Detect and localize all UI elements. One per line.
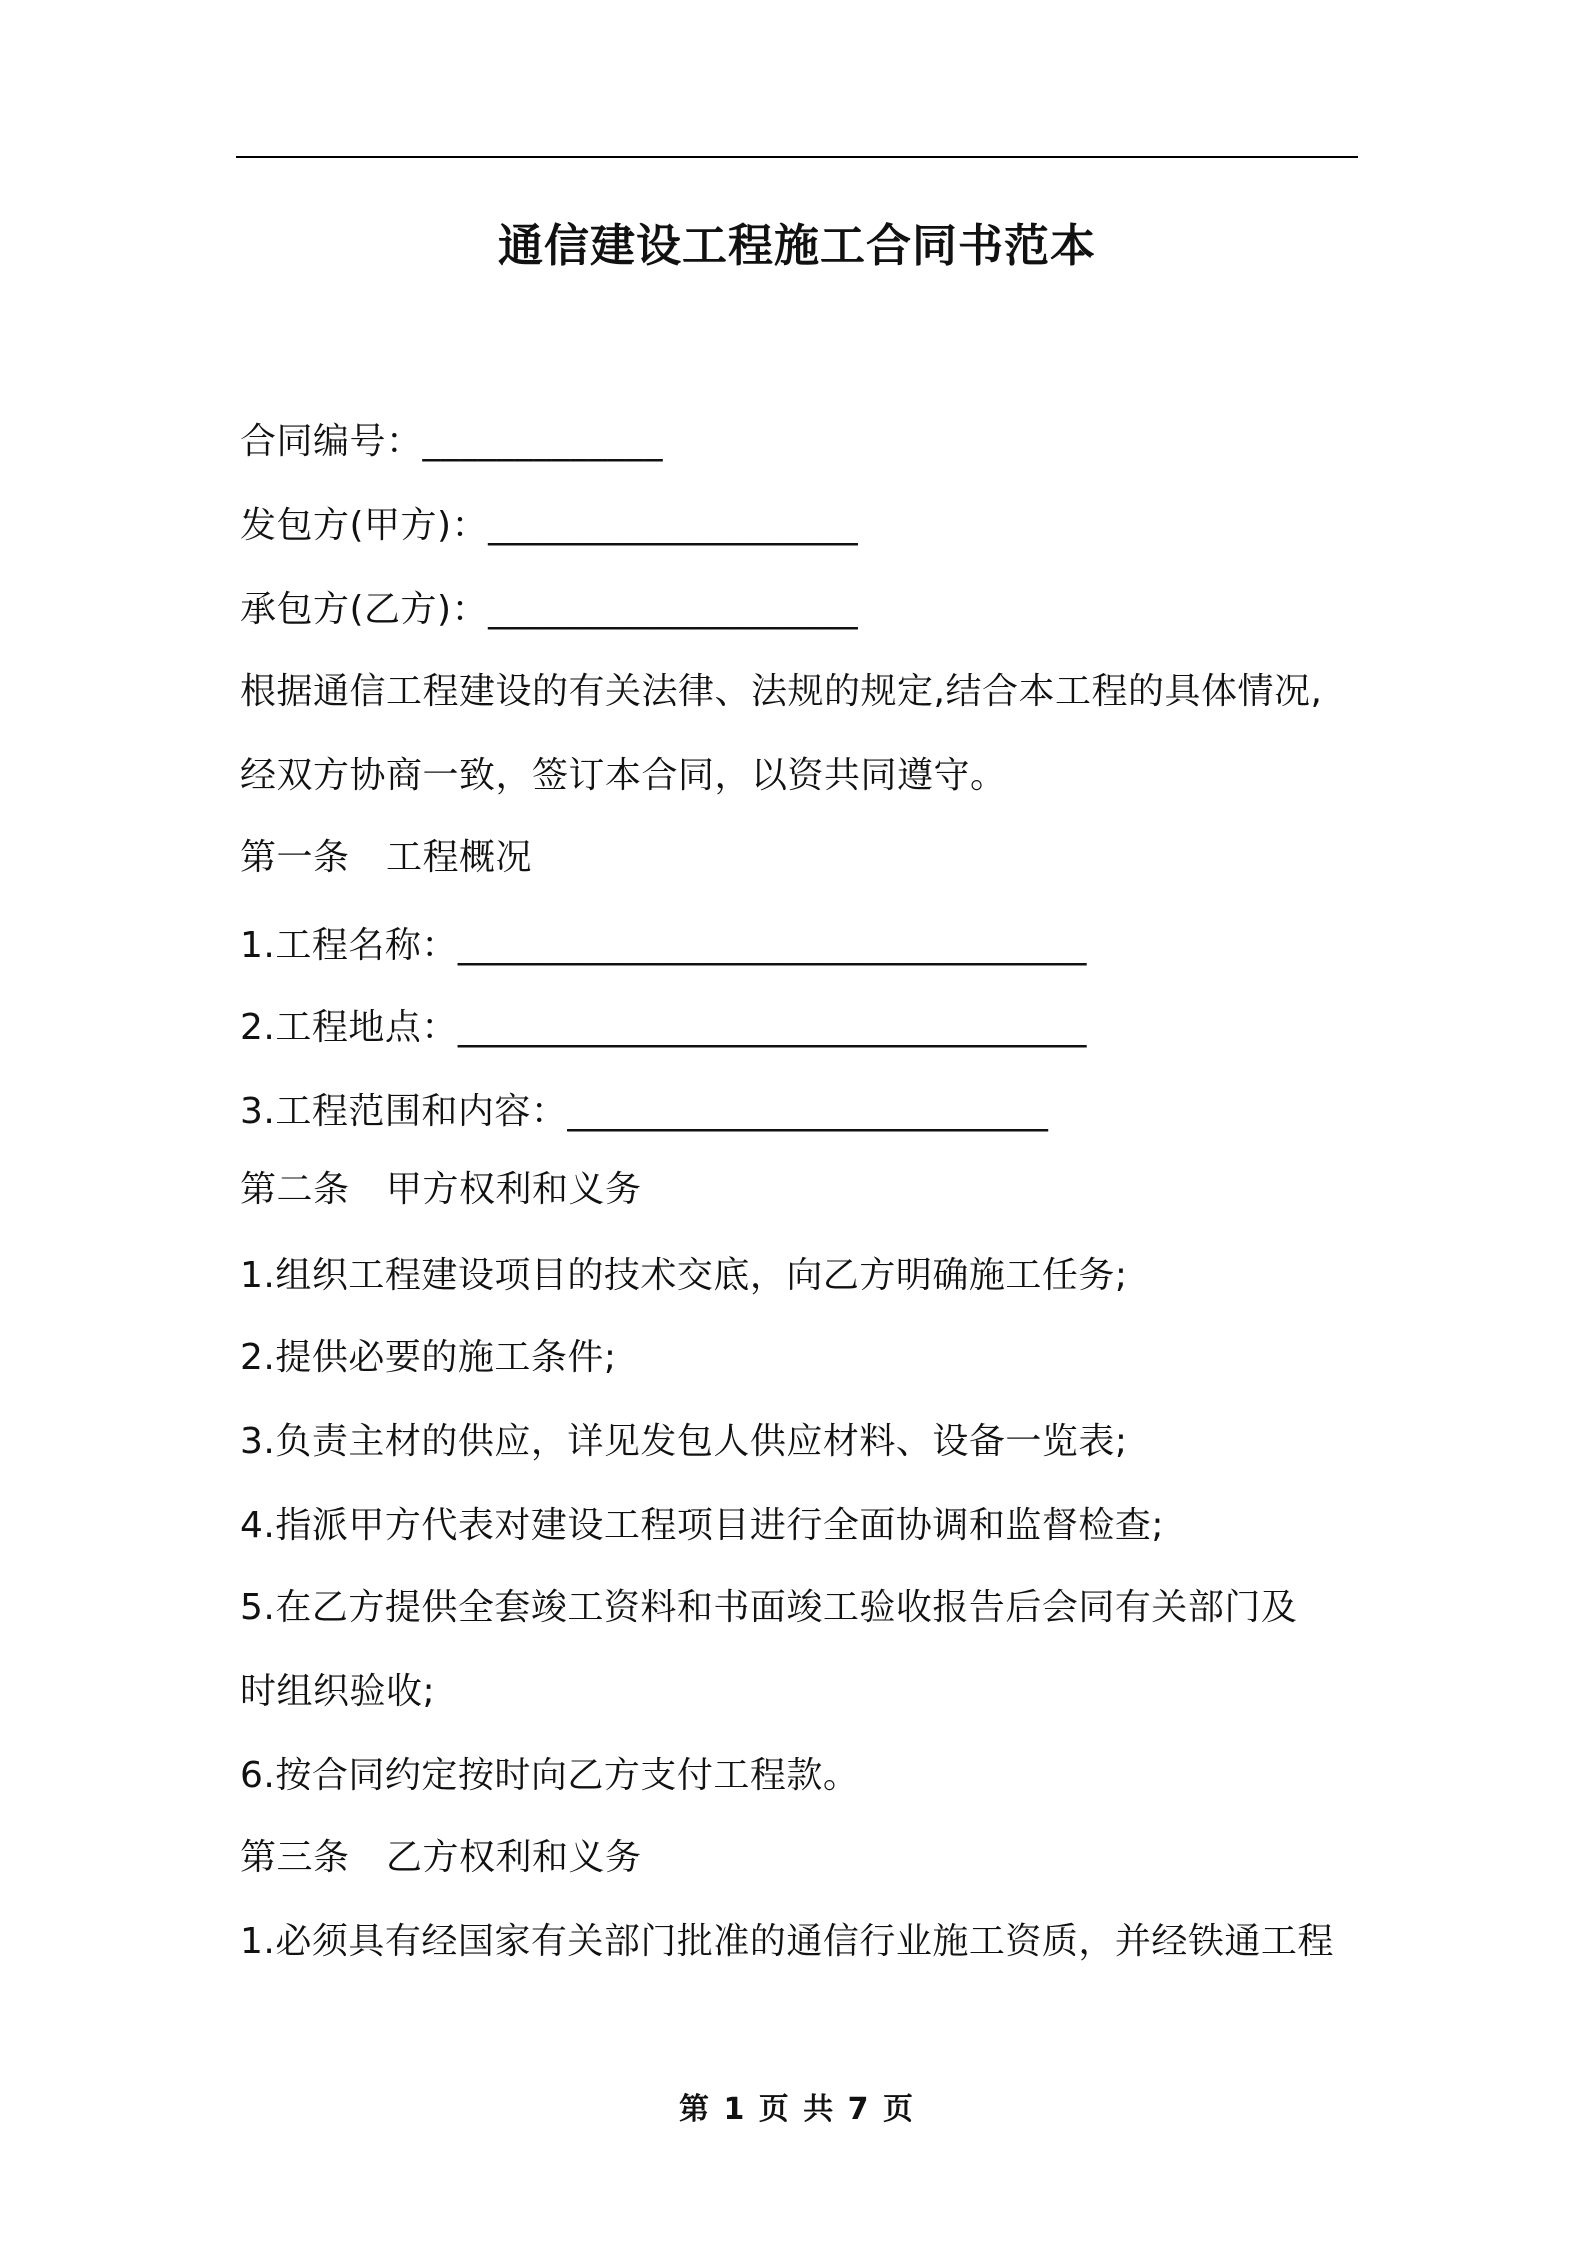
article-2-heading: 第二条 甲方权利和义务 xyxy=(240,1169,642,1210)
article-2-item-4: 4.指派甲方代表对建设工程项目进行全面协调和监督检查; xyxy=(240,1505,1164,1546)
contract-number-label: 合同编号： xyxy=(240,421,423,462)
article-2-item-3: 3.负责主材的供应，详见发包人供应材料、设备一览表; xyxy=(240,1421,1128,1462)
party-a-line xyxy=(240,498,1360,554)
party-a-label: 发包方(甲方)： xyxy=(240,505,489,546)
preamble-line-1: 根据通信工程建设的有关法律、法规的规定,结合本工程的具体情况, xyxy=(240,671,1323,712)
document-title: 通信建设工程施工合同书范本 xyxy=(497,219,1096,272)
party-b-label: 承包方(乙方)： xyxy=(240,589,489,630)
preamble-line-2: 经双方协商一致，签订本合同，以资共同遵守。 xyxy=(240,755,1007,796)
party-b-line xyxy=(240,582,1360,638)
contract-number-line xyxy=(240,414,1360,470)
article-2-item-5-line-2: 时组织验收; xyxy=(240,1671,436,1712)
project-name-label: 1.工程名称： xyxy=(240,925,458,966)
article-2-item-6: 6.按合同约定按时向乙方支付工程款。 xyxy=(240,1755,860,1796)
project-location-blank: __________________________________ xyxy=(457,1007,1087,1048)
article-1-item-2 xyxy=(240,1000,1360,1056)
page-footer: 第 1 页 共 7 页 xyxy=(679,2092,915,2127)
article-3-item-1-line-1: 1.必须具有经国家有关部门批准的通信行业施工资质，并经铁通工程 xyxy=(240,1921,1334,1962)
article-1-heading: 第一条 工程概况 xyxy=(240,837,533,878)
article-1-item-3 xyxy=(240,1084,1360,1140)
project-location-label: 2.工程地点： xyxy=(240,1007,458,1048)
project-scope-blank: __________________________ xyxy=(567,1091,1049,1132)
article-2-item-2: 2.提供必要的施工条件; xyxy=(240,1337,617,1378)
article-2-item-5-line-1: 5.在乙方提供全套竣工资料和书面竣工验收报告后会同有关部门及 xyxy=(240,1587,1298,1628)
project-name-blank: __________________________________ xyxy=(457,925,1087,966)
party-b-blank: ____________________ xyxy=(488,589,859,630)
party-a-blank: ____________________ xyxy=(488,505,859,546)
article-3-heading: 第三条 乙方权利和义务 xyxy=(240,1837,642,1878)
project-scope-label: 3.工程范围和内容： xyxy=(240,1091,568,1132)
article-2-item-1: 1.组织工程建设项目的技术交底，向乙方明确施工任务; xyxy=(240,1255,1128,1296)
article-1-item-1 xyxy=(240,918,1360,974)
contract-number-blank: _____________ xyxy=(422,421,664,462)
header-rule xyxy=(236,156,1358,158)
